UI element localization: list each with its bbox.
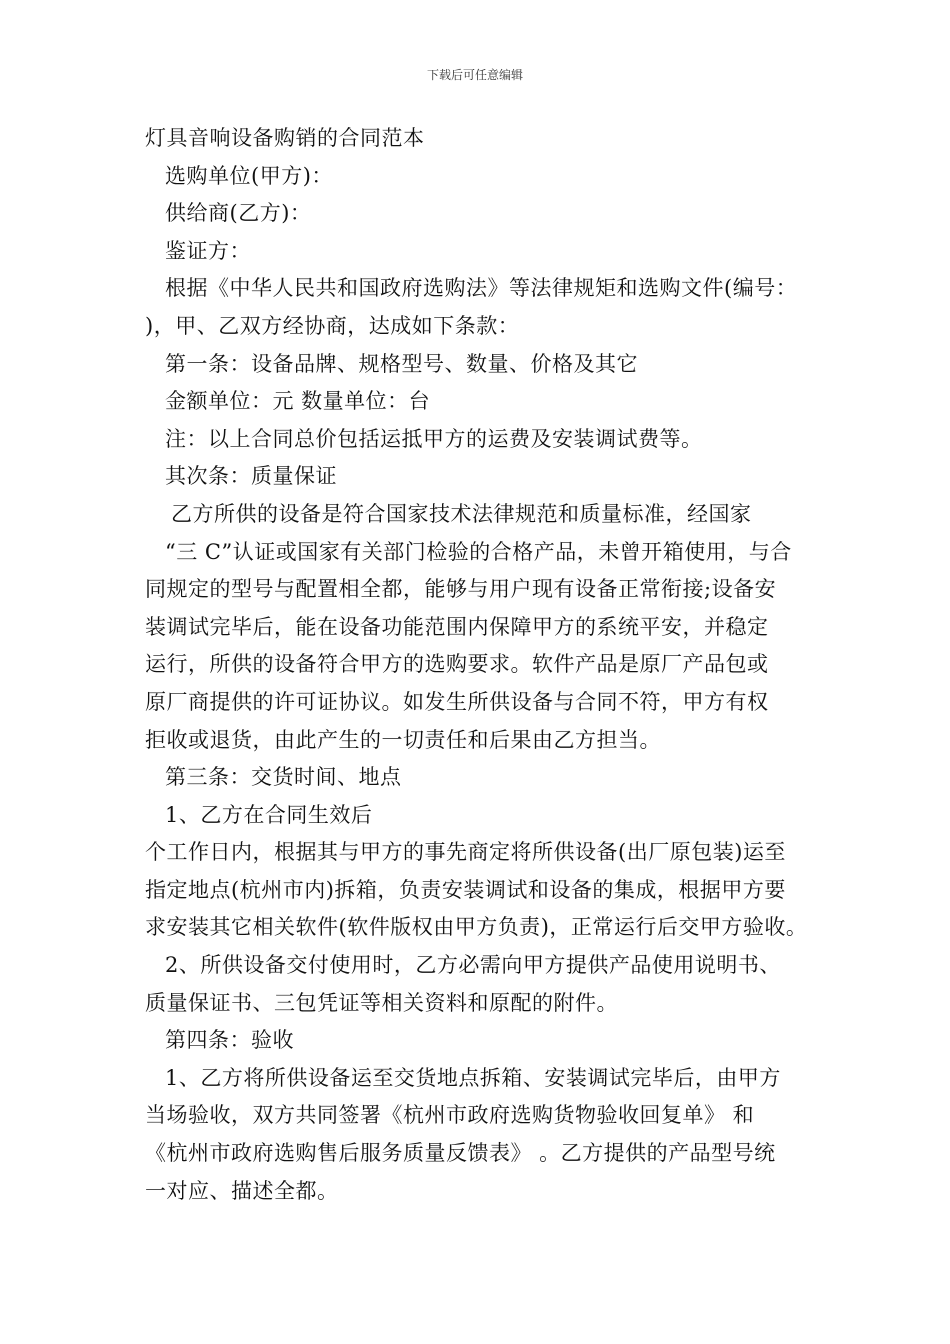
text-line: 选购单位(甲方)： bbox=[165, 163, 333, 188]
document-body bbox=[145, 120, 815, 1210]
text-line: 乙方所供的设备是符合国家技术法律规范和质量标准，经国家 bbox=[171, 501, 752, 526]
text-line: 注：以上合同总价包括运抵甲方的运费及安装调试费等。 bbox=[165, 426, 703, 451]
page-header: 下载后可任意编辑 bbox=[426, 68, 523, 82]
text-line: 当场验收，双方共同签署《杭州市政府选购货物验收回复单》 和 bbox=[145, 1103, 755, 1128]
text-line: )，甲、乙双方经协商，达成如下条款： bbox=[145, 313, 520, 338]
text-line: 第四条：验收 bbox=[165, 1028, 294, 1053]
text-line: 个工作日内，根据其与甲方的事先商定将所供设备(出厂原包装)运至 bbox=[145, 840, 786, 865]
text-line: “三 C”认证或国家有关部门检验的合格产品，未曾开箱使用，与合 bbox=[165, 539, 792, 564]
text-line: 质量保证书、三包凭证等相关资料和原配的附件。 bbox=[145, 990, 618, 1015]
text-line: 同规定的型号与配置相全都，能够与用户现有设备正常衔接;设备安 bbox=[145, 577, 777, 602]
text-line: 第三条：交货时间、地点 bbox=[165, 765, 402, 790]
text-line: 1、乙方在合同生效后 bbox=[165, 802, 373, 827]
text-line: 原厂商提供的许可证协议。如发生所供设备与合同不符，甲方有权 bbox=[145, 689, 769, 714]
text-line: 鉴证方： bbox=[165, 238, 251, 263]
text-line: 拒收或退货，由此产生的一切责任和后果由乙方担当。 bbox=[145, 727, 661, 752]
text-line: 金额单位：元 数量单位：台 bbox=[165, 389, 431, 414]
text-line: 装调试完毕后，能在设备功能范围内保障甲方的系统平安，并稳定 bbox=[145, 614, 769, 639]
document-title: 灯具音响设备购销的合同范本 bbox=[145, 126, 425, 150]
text-line: 2、所供设备交付使用时，乙方必需向甲方提供产品使用说明书、 bbox=[165, 953, 781, 978]
text-line: 第一条：设备品牌、规格型号、数量、价格及其它 bbox=[165, 351, 638, 376]
text-line: 1、乙方将所供设备运至交货地点拆箱、安装调试完毕后，由甲方 bbox=[165, 1065, 781, 1090]
text-line: 一对应、描述全都。 bbox=[145, 1178, 339, 1203]
text-line: 《杭州市政府选购售后服务质量反馈表》 。乙方提供的产品型号统 bbox=[145, 1141, 776, 1166]
text-line: 求安装其它相关软件(软件版权由甲方负责)，正常运行后交甲方验收。 bbox=[145, 915, 808, 940]
text-line: 指定地点(杭州市内)拆箱，负责安装调试和设备的集成，根据甲方要 bbox=[145, 877, 786, 902]
text-line: 运行，所供的设备符合甲方的选购要求。软件产品是原厂产品包或 bbox=[145, 652, 769, 677]
text-line: 供给商(乙方)： bbox=[165, 201, 312, 226]
text-line: 根据《中华人民共和国政府选购法》等法律规矩和选购文件(编号： bbox=[165, 276, 798, 301]
text-line: 其次条：质量保证 bbox=[165, 464, 337, 489]
